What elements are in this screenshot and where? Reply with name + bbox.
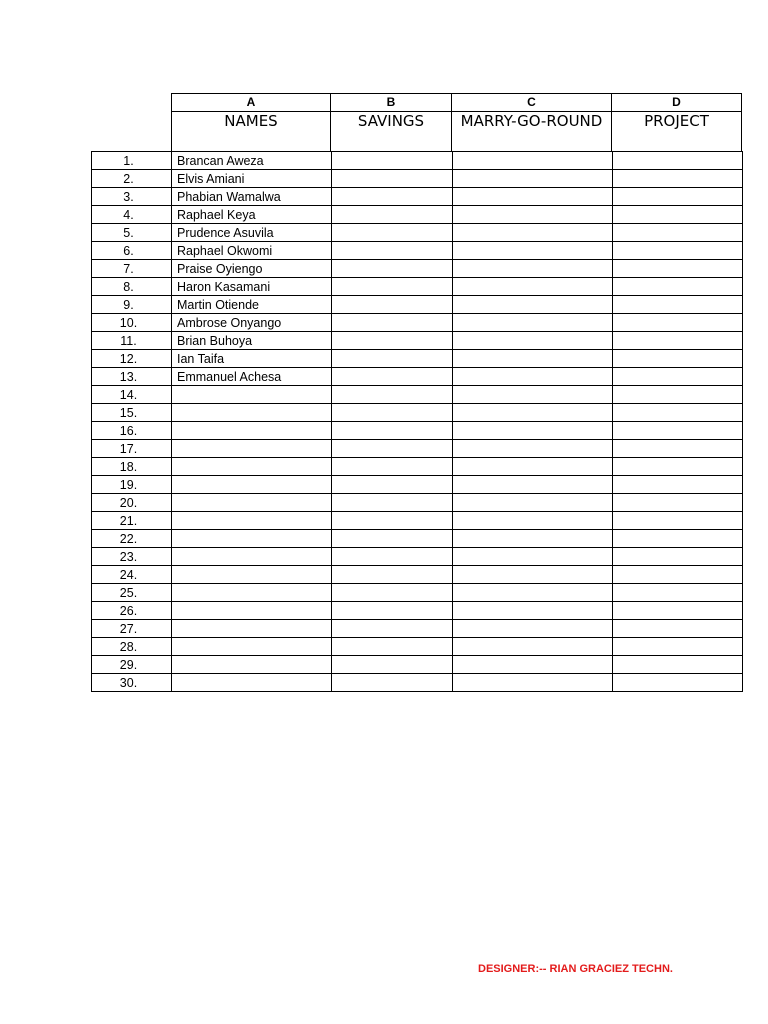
project-cell[interactable] [613, 242, 743, 260]
project-cell[interactable] [613, 332, 743, 350]
savings-cell[interactable] [332, 548, 453, 566]
member-name-cell[interactable]: Brancan Aweza [172, 152, 332, 170]
member-name-cell[interactable]: Ambrose Onyango [172, 314, 332, 332]
marry-go-round-cell[interactable] [453, 152, 613, 170]
table-row [92, 674, 743, 692]
row-number: 20. [92, 494, 172, 512]
savings-cell[interactable] [332, 602, 453, 620]
project-cell[interactable] [613, 170, 743, 188]
table-row [92, 386, 743, 404]
row-number: 21. [92, 512, 172, 530]
marry-go-round-cell[interactable] [453, 548, 613, 566]
designer-credit: DESIGNER:-- RIAN GRACIEZ TECHN. [478, 963, 673, 975]
member-name-cell[interactable] [172, 602, 332, 620]
marry-go-round-cell[interactable] [453, 494, 613, 512]
row-number: 25. [92, 584, 172, 602]
member-name-cell[interactable]: Phabian Wamalwa [172, 188, 332, 206]
column-letter-d: D [612, 94, 742, 112]
project-cell[interactable] [613, 638, 743, 656]
marry-go-round-cell[interactable] [453, 674, 613, 692]
savings-cell[interactable] [332, 386, 453, 404]
member-name-cell[interactable] [172, 656, 332, 674]
members-table [91, 151, 743, 692]
savings-cell[interactable] [332, 404, 453, 422]
table-row [92, 206, 743, 224]
project-cell[interactable] [613, 584, 743, 602]
savings-cell[interactable] [332, 242, 453, 260]
member-name-cell[interactable] [172, 548, 332, 566]
marry-go-round-cell[interactable] [453, 386, 613, 404]
savings-cell[interactable] [332, 188, 453, 206]
savings-cell[interactable] [332, 458, 453, 476]
project-cell[interactable] [613, 260, 743, 278]
row-number: 22. [92, 530, 172, 548]
column-letter-c: C [452, 94, 612, 112]
members-table-body [92, 152, 743, 692]
project-cell[interactable] [613, 512, 743, 530]
savings-cell[interactable] [332, 638, 453, 656]
savings-cell[interactable] [332, 494, 453, 512]
row-number: 13. [92, 368, 172, 386]
table-row [92, 530, 743, 548]
row-number: 10. [92, 314, 172, 332]
member-name-cell[interactable] [172, 566, 332, 584]
member-name-cell[interactable] [172, 674, 332, 692]
member-name-cell[interactable]: Prudence Asuvila [172, 224, 332, 242]
project-cell[interactable] [613, 350, 743, 368]
row-number: 5. [92, 224, 172, 242]
table-row [92, 278, 743, 296]
marry-go-round-cell[interactable] [453, 638, 613, 656]
row-number: 15. [92, 404, 172, 422]
table-row [92, 566, 743, 584]
table-row [92, 350, 743, 368]
row-number: 6. [92, 242, 172, 260]
project-cell[interactable] [613, 152, 743, 170]
row-number: 1. [92, 152, 172, 170]
marry-go-round-cell[interactable] [453, 602, 613, 620]
row-number: 9. [92, 296, 172, 314]
table-row [92, 368, 743, 386]
table-row [92, 152, 743, 170]
member-name-cell[interactable] [172, 440, 332, 458]
table-row [92, 440, 743, 458]
table-row [92, 548, 743, 566]
table-row [92, 404, 743, 422]
marry-go-round-cell[interactable] [453, 350, 613, 368]
marry-go-round-cell[interactable] [453, 566, 613, 584]
column-letter-b: B [331, 94, 452, 112]
project-cell[interactable] [613, 404, 743, 422]
table-row [92, 620, 743, 638]
row-number: 14. [92, 386, 172, 404]
project-cell[interactable] [613, 206, 743, 224]
marry-go-round-cell[interactable] [453, 530, 613, 548]
row-number: 30. [92, 674, 172, 692]
row-number: 3. [92, 188, 172, 206]
savings-cell[interactable] [332, 224, 453, 242]
column-letter-a: A [172, 94, 331, 112]
row-number: 16. [92, 422, 172, 440]
column-title-project: PROJECT [612, 112, 742, 152]
project-cell[interactable] [613, 440, 743, 458]
member-name-cell[interactable] [172, 422, 332, 440]
marry-go-round-cell[interactable] [453, 512, 613, 530]
member-name-cell[interactable] [172, 638, 332, 656]
member-name-cell[interactable] [172, 584, 332, 602]
row-number: 23. [92, 548, 172, 566]
table-row [92, 314, 743, 332]
savings-cell[interactable] [332, 206, 453, 224]
savings-cell[interactable] [332, 350, 453, 368]
project-cell[interactable] [613, 386, 743, 404]
project-cell[interactable] [613, 656, 743, 674]
project-cell[interactable] [613, 278, 743, 296]
marry-go-round-cell[interactable] [453, 656, 613, 674]
member-name-cell[interactable]: Emmanuel Achesa [172, 368, 332, 386]
row-number: 28. [92, 638, 172, 656]
marry-go-round-cell[interactable] [453, 620, 613, 638]
row-number: 12. [92, 350, 172, 368]
savings-cell[interactable] [332, 566, 453, 584]
column-title-savings: SAVINGS [331, 112, 452, 152]
row-number: 27. [92, 620, 172, 638]
table-row [92, 242, 743, 260]
column-title-row [172, 112, 742, 152]
savings-cell[interactable] [332, 422, 453, 440]
table-row [92, 170, 743, 188]
marry-go-round-cell[interactable] [453, 368, 613, 386]
savings-cell[interactable] [332, 584, 453, 602]
marry-go-round-cell[interactable] [453, 440, 613, 458]
column-title-marry-go-round: MARRY-GO-ROUND [452, 112, 612, 152]
row-number: 29. [92, 656, 172, 674]
savings-cell[interactable] [332, 440, 453, 458]
marry-go-round-cell[interactable] [453, 404, 613, 422]
marry-go-round-cell[interactable] [453, 188, 613, 206]
savings-cell[interactable] [332, 278, 453, 296]
marry-go-round-cell[interactable] [453, 170, 613, 188]
project-cell[interactable] [613, 422, 743, 440]
row-number: 2. [92, 170, 172, 188]
member-name-cell[interactable]: Martin Otiende [172, 296, 332, 314]
member-name-cell[interactable]: Elvis Amiani [172, 170, 332, 188]
member-name-cell[interactable]: Brian Buhoya [172, 332, 332, 350]
savings-cell[interactable] [332, 674, 453, 692]
marry-go-round-cell[interactable] [453, 332, 613, 350]
member-name-cell[interactable] [172, 494, 332, 512]
marry-go-round-cell[interactable] [453, 296, 613, 314]
table-row [92, 656, 743, 674]
project-cell[interactable] [613, 674, 743, 692]
marry-go-round-cell[interactable] [453, 224, 613, 242]
project-cell[interactable] [613, 314, 743, 332]
marry-go-round-cell[interactable] [453, 422, 613, 440]
column-title-names: NAMES [172, 112, 331, 152]
project-cell[interactable] [613, 224, 743, 242]
savings-cell[interactable] [332, 152, 453, 170]
member-name-cell[interactable] [172, 530, 332, 548]
project-cell[interactable] [613, 296, 743, 314]
row-number: 18. [92, 458, 172, 476]
column-letter-row [172, 94, 742, 112]
member-name-cell[interactable]: Praise Oyiengo [172, 260, 332, 278]
row-number: 4. [92, 206, 172, 224]
savings-cell[interactable] [332, 296, 453, 314]
savings-cell[interactable] [332, 314, 453, 332]
member-name-cell[interactable]: Raphael Okwomi [172, 242, 332, 260]
marry-go-round-cell[interactable] [453, 206, 613, 224]
member-name-cell[interactable] [172, 476, 332, 494]
member-name-cell[interactable] [172, 386, 332, 404]
project-cell[interactable] [613, 548, 743, 566]
row-number: 8. [92, 278, 172, 296]
project-cell[interactable] [613, 368, 743, 386]
member-name-cell[interactable]: Ian Taifa [172, 350, 332, 368]
table-row [92, 602, 743, 620]
member-name-cell[interactable] [172, 620, 332, 638]
table-row [92, 422, 743, 440]
savings-cell[interactable] [332, 512, 453, 530]
savings-cell[interactable] [332, 260, 453, 278]
project-cell[interactable] [613, 566, 743, 584]
row-number: 19. [92, 476, 172, 494]
project-cell[interactable] [613, 602, 743, 620]
row-number: 17. [92, 440, 172, 458]
marry-go-round-cell[interactable] [453, 458, 613, 476]
savings-cell[interactable] [332, 332, 453, 350]
member-name-cell[interactable]: Raphael Keya [172, 206, 332, 224]
table-row [92, 188, 743, 206]
table-row [92, 476, 743, 494]
row-number: 26. [92, 602, 172, 620]
marry-go-round-cell[interactable] [453, 242, 613, 260]
member-name-cell[interactable] [172, 512, 332, 530]
project-cell[interactable] [613, 494, 743, 512]
marry-go-round-cell[interactable] [453, 260, 613, 278]
member-name-cell[interactable]: Haron Kasamani [172, 278, 332, 296]
savings-cell[interactable] [332, 476, 453, 494]
table-row [92, 512, 743, 530]
table-row [92, 260, 743, 278]
project-cell[interactable] [613, 458, 743, 476]
savings-cell[interactable] [332, 656, 453, 674]
table-row [92, 494, 743, 512]
project-cell[interactable] [613, 620, 743, 638]
project-cell[interactable] [613, 188, 743, 206]
savings-cell[interactable] [332, 170, 453, 188]
row-number: 11. [92, 332, 172, 350]
savings-cell[interactable] [332, 620, 453, 638]
table-row [92, 584, 743, 602]
marry-go-round-cell[interactable] [453, 278, 613, 296]
marry-go-round-cell[interactable] [453, 314, 613, 332]
member-name-cell[interactable] [172, 458, 332, 476]
project-cell[interactable] [613, 476, 743, 494]
member-name-cell[interactable] [172, 404, 332, 422]
project-cell[interactable] [613, 530, 743, 548]
table-row [92, 296, 743, 314]
table-row [92, 332, 743, 350]
marry-go-round-cell[interactable] [453, 584, 613, 602]
savings-cell[interactable] [332, 530, 453, 548]
savings-cell[interactable] [332, 368, 453, 386]
marry-go-round-cell[interactable] [453, 476, 613, 494]
table-row [92, 224, 743, 242]
table-row [92, 458, 743, 476]
row-number: 7. [92, 260, 172, 278]
table-row [92, 638, 743, 656]
row-number: 24. [92, 566, 172, 584]
column-header-table [171, 93, 742, 152]
